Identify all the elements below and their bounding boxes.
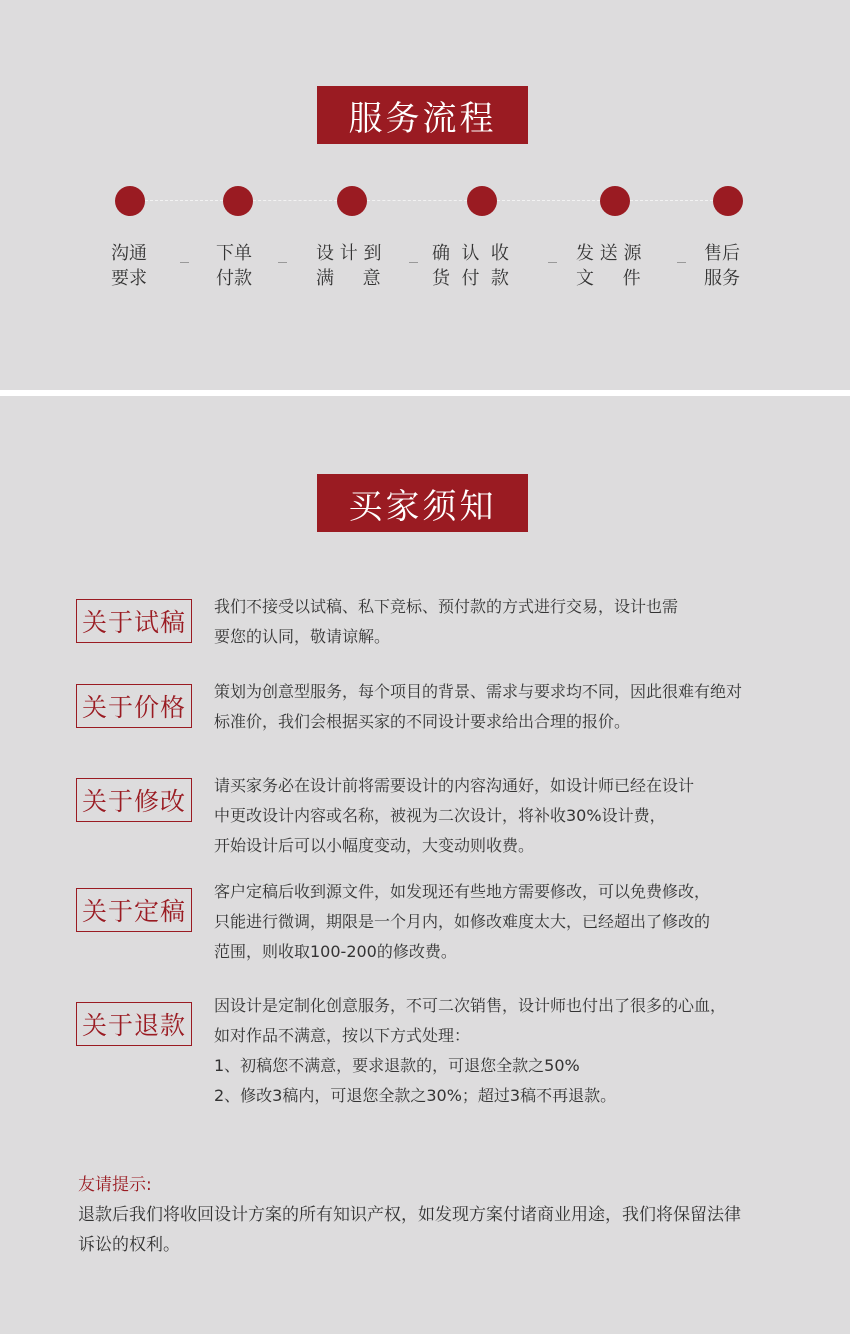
process-step-label: 确 认 收 货 付 款 [432, 243, 509, 289]
step-separator [409, 262, 418, 263]
notice-label-finalize: 关于定稿 [76, 888, 192, 932]
process-step-label: 售后 服务 [704, 243, 740, 289]
process-step-label: 发 送 源 文 件 [576, 243, 642, 289]
service-process-title: 服务流程 [317, 86, 528, 144]
process-connector [145, 200, 223, 201]
notice-label-price: 关于价格 [76, 684, 192, 728]
notice-label-trial: 关于试稿 [76, 599, 192, 643]
notice-text-trial: 我们不接受以试稿、私下竞标、预付款的方式进行交易，设计也需 要您的认同，敬请谅解。 [214, 597, 679, 646]
process-step-label: 沟通 要求 [111, 243, 147, 289]
buyer-notice-title: 买家须知 [317, 474, 528, 532]
notice-text-finalize: 客户定稿后收到源文件，如发现还有些地方需要修改，可以免费修改， 只能进行微调，期限是一个月内，如修改难度太大，已经超出了修改的 范围，则收取100-200的修改费。 [214, 882, 711, 961]
process-step-dot [337, 186, 367, 216]
tip-title: 友请提示: [78, 1175, 152, 1195]
notice-text-refund: 因设计是定制化创意服务，不可二次销售，设计师也付出了很多的心血， 如对作品不满意，按以下方式处理： 1、初稿您不满意，要求退款的，可退您全款之50% 2、修改3稿内，可退您全款之30%；超过3稿不再退款。 [214, 996, 727, 1105]
tip-text: 退款后我们将收回设计方案的所有知识产权，如发现方案付诸商业用途，我们将保留法律 诉讼的权利。 [78, 1205, 741, 1255]
process-step-label: 下单 付款 [216, 243, 252, 289]
step-separator [180, 262, 189, 263]
step-separator [548, 262, 557, 263]
process-step-dot [115, 186, 145, 216]
process-step-dot [467, 186, 497, 216]
notice-text-revision: 请买家务必在设计前将需要设计的内容沟通好，如设计师已经在设计 中更改设计内容或名称，被视为二次设计，将补收30%设计费， 开始设计后可以小幅度变动，大变动则收费。 [214, 776, 695, 855]
process-step-dot [600, 186, 630, 216]
process-connector [630, 200, 713, 201]
step-separator [278, 262, 287, 263]
notice-label-revision: 关于修改 [76, 778, 192, 822]
process-step-label: 设 计 到 满 意 [316, 243, 382, 289]
notice-label-refund: 关于退款 [76, 1002, 192, 1046]
process-connector [367, 200, 467, 201]
notice-text-price: 策划为创意型服务，每个项目的背景、需求与要求均不同，因此很难有绝对 标准价，我们会根据买家的不同设计要求给出合理的报价。 [214, 682, 743, 731]
step-separator [677, 262, 686, 263]
process-connector [253, 200, 337, 201]
process-step-dot [223, 186, 253, 216]
process-step-dot [713, 186, 743, 216]
process-connector [497, 200, 600, 201]
